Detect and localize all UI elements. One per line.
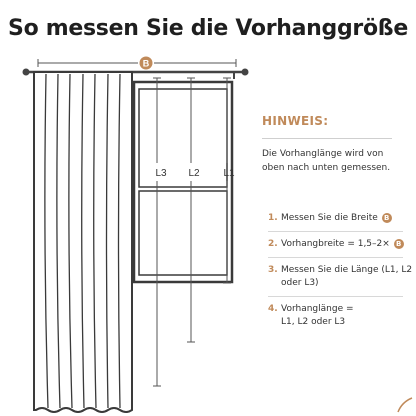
step-text: Vorhanglänge = L1, L2 oder L3 xyxy=(281,304,354,327)
step-number: 3. xyxy=(268,265,278,275)
step-item xyxy=(268,264,413,290)
step-text: Messen Sie die Länge (L1, L2 oder L3) xyxy=(281,265,413,288)
width-badge-label: B xyxy=(142,58,150,69)
step-text: Messen Sie die Breite xyxy=(281,213,378,223)
step-divider xyxy=(268,257,403,258)
l3-label: L3 xyxy=(155,168,167,179)
step-number: 2. xyxy=(268,239,278,249)
note-text: Die Vorhanglänge wird von oben nach unten gemessen. xyxy=(262,149,391,173)
note-heading: HINWEIS: xyxy=(262,114,329,128)
width-badge: B xyxy=(382,213,392,223)
step-number: 1. xyxy=(268,213,278,223)
note-divider xyxy=(262,138,392,139)
l1-label: L1 xyxy=(223,168,235,179)
corner-mark xyxy=(398,398,412,412)
step-item xyxy=(268,238,413,251)
width-dimension xyxy=(38,57,236,70)
l2-label: L2 xyxy=(188,168,200,179)
width-badge: B xyxy=(394,239,404,249)
step-text: Vorhangbreite = 1,5–2× xyxy=(281,239,390,249)
step-item xyxy=(268,212,413,225)
curtain xyxy=(34,72,132,412)
page-title: So messen Sie die Vorhanggröße xyxy=(8,16,408,41)
note-panel xyxy=(262,114,402,175)
step-divider xyxy=(268,231,403,232)
step-divider xyxy=(268,296,403,297)
steps-list xyxy=(268,212,413,329)
step-number: 4. xyxy=(268,304,278,314)
window xyxy=(134,82,232,282)
step-item xyxy=(268,303,413,329)
